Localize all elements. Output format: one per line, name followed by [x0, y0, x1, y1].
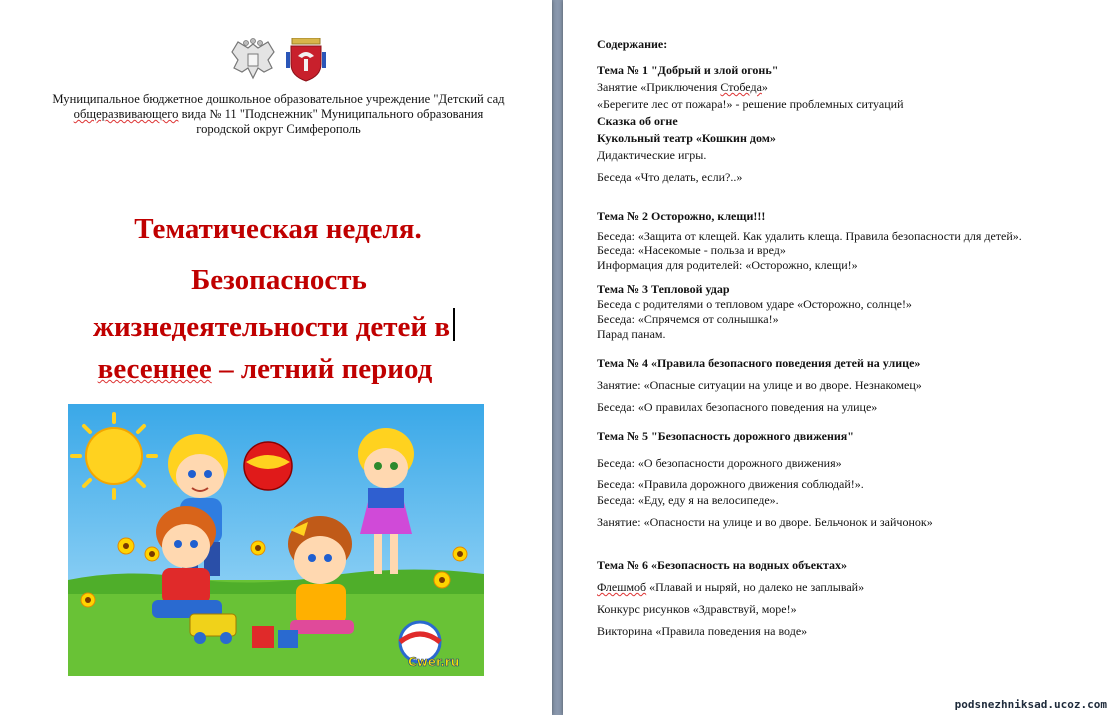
topic-1-heading: Тема № 1 "Добрый и злой огонь"	[597, 63, 779, 77]
image-logo: Cwer.ru	[408, 655, 460, 669]
topic-3-heading: Тема № 3 Тепловой удар	[597, 282, 730, 296]
toc-line: Информация для родителей: «Осторожно, клещи!»	[597, 258, 858, 272]
title-line-4-rest: – летний период	[211, 353, 433, 385]
title-line-2: Безопасность	[191, 264, 367, 296]
toc-line: Беседа «Что делать, если?..»	[597, 170, 743, 184]
topic-5-heading: Тема № 5 "Безопасность дорожного движения"	[597, 429, 854, 443]
emblems	[228, 38, 328, 86]
children-illustration	[68, 404, 484, 676]
institution-word: общеразвивающего	[73, 107, 179, 121]
toc-line: Дидактические игры.	[597, 148, 707, 162]
misspelled-word: Флешмоб	[597, 580, 647, 594]
institution-line-2	[26, 107, 531, 122]
topic-4-heading: Тема № 4 «Правила безопасного поведения детей на улице»	[597, 356, 921, 370]
institution-name	[26, 92, 531, 137]
toc-line: Беседа: «Спрячемся от солнышка!»	[597, 312, 779, 326]
toc-line: Беседа: «О безопасности дорожного движения»	[597, 456, 842, 470]
crimea-coat-of-arms-icon	[286, 38, 326, 82]
title-word-spring: весеннее	[97, 353, 212, 385]
institution-line-2-rest: вида № 11 "Подснежник" Муниципального образования	[178, 107, 484, 121]
topic-6-heading: Тема № 6 «Безопасность на водных объектах»	[597, 558, 848, 572]
toc-line: Беседа: «Насекомые - польза и вред»	[597, 243, 786, 257]
toc-line	[597, 580, 864, 594]
topic-2-heading: Тема № 2 Осторожно, клещи!!!	[597, 209, 766, 223]
toc-line: Кукольный театр «Кошкин дом»	[597, 131, 776, 145]
toc-line: Беседа: «Еду, еду я на велосипеде».	[597, 493, 779, 507]
russia-coat-of-arms-icon	[228, 38, 278, 84]
title-line-3-text: жизнедеятельности детей в	[92, 311, 451, 343]
toc-line-text: «Плавай и ныряй, но далеко не заплывай»	[646, 580, 865, 594]
toc-line: Занятие: «Опасности на улице и во дворе. Бельчонок и зайчонок»	[597, 515, 933, 529]
toc-line: Сказка об огне	[597, 114, 678, 128]
toc-line: Викторина «Правила поведения на воде»	[597, 624, 808, 638]
toc-line-text: Занятие «Приключения	[597, 80, 721, 94]
document-page-left	[0, 0, 552, 715]
toc-line: Конкурс рисунков «Здравствуй, море!»	[597, 602, 797, 616]
watermark: podsnezhniksad.ucoz.com	[954, 698, 1107, 711]
toc-line: Беседа: «Правила дорожного движения соблюдай!».	[597, 477, 864, 491]
toc-line: Парад панам.	[597, 327, 666, 341]
title-line-4	[0, 352, 530, 386]
toc-line: Занятие: «Опасные ситуации на улице и во дворе. Незнакомец»	[597, 378, 922, 392]
text-cursor	[453, 308, 455, 341]
title-line-1: Тематическая неделя.	[134, 213, 422, 245]
toc-heading: Содержание:	[597, 37, 668, 51]
institution-line-1: Муниципальное бюджетное дошкольное образовательное учреждение "Детский сад	[52, 92, 505, 106]
toc-line: Беседа: «Защита от клещей. Как удалить клеща. Правила безопасности для детей».	[597, 229, 1022, 243]
toc-line	[597, 80, 768, 94]
toc-line: Беседа с родителями о тепловом ударе «Осторожно, солнце!»	[597, 297, 912, 311]
misspelled-word: Стобеда	[720, 80, 762, 94]
toc-line: «Берегите лес от пожара!» - решение проблемных ситуаций	[597, 97, 904, 111]
toc-line-text: »	[761, 80, 768, 94]
institution-line-3: городской округ Симферополь	[196, 122, 361, 136]
title-line-3	[0, 308, 548, 344]
toc-line: Беседа: «О правилах безопасного поведения на улице»	[597, 400, 878, 414]
